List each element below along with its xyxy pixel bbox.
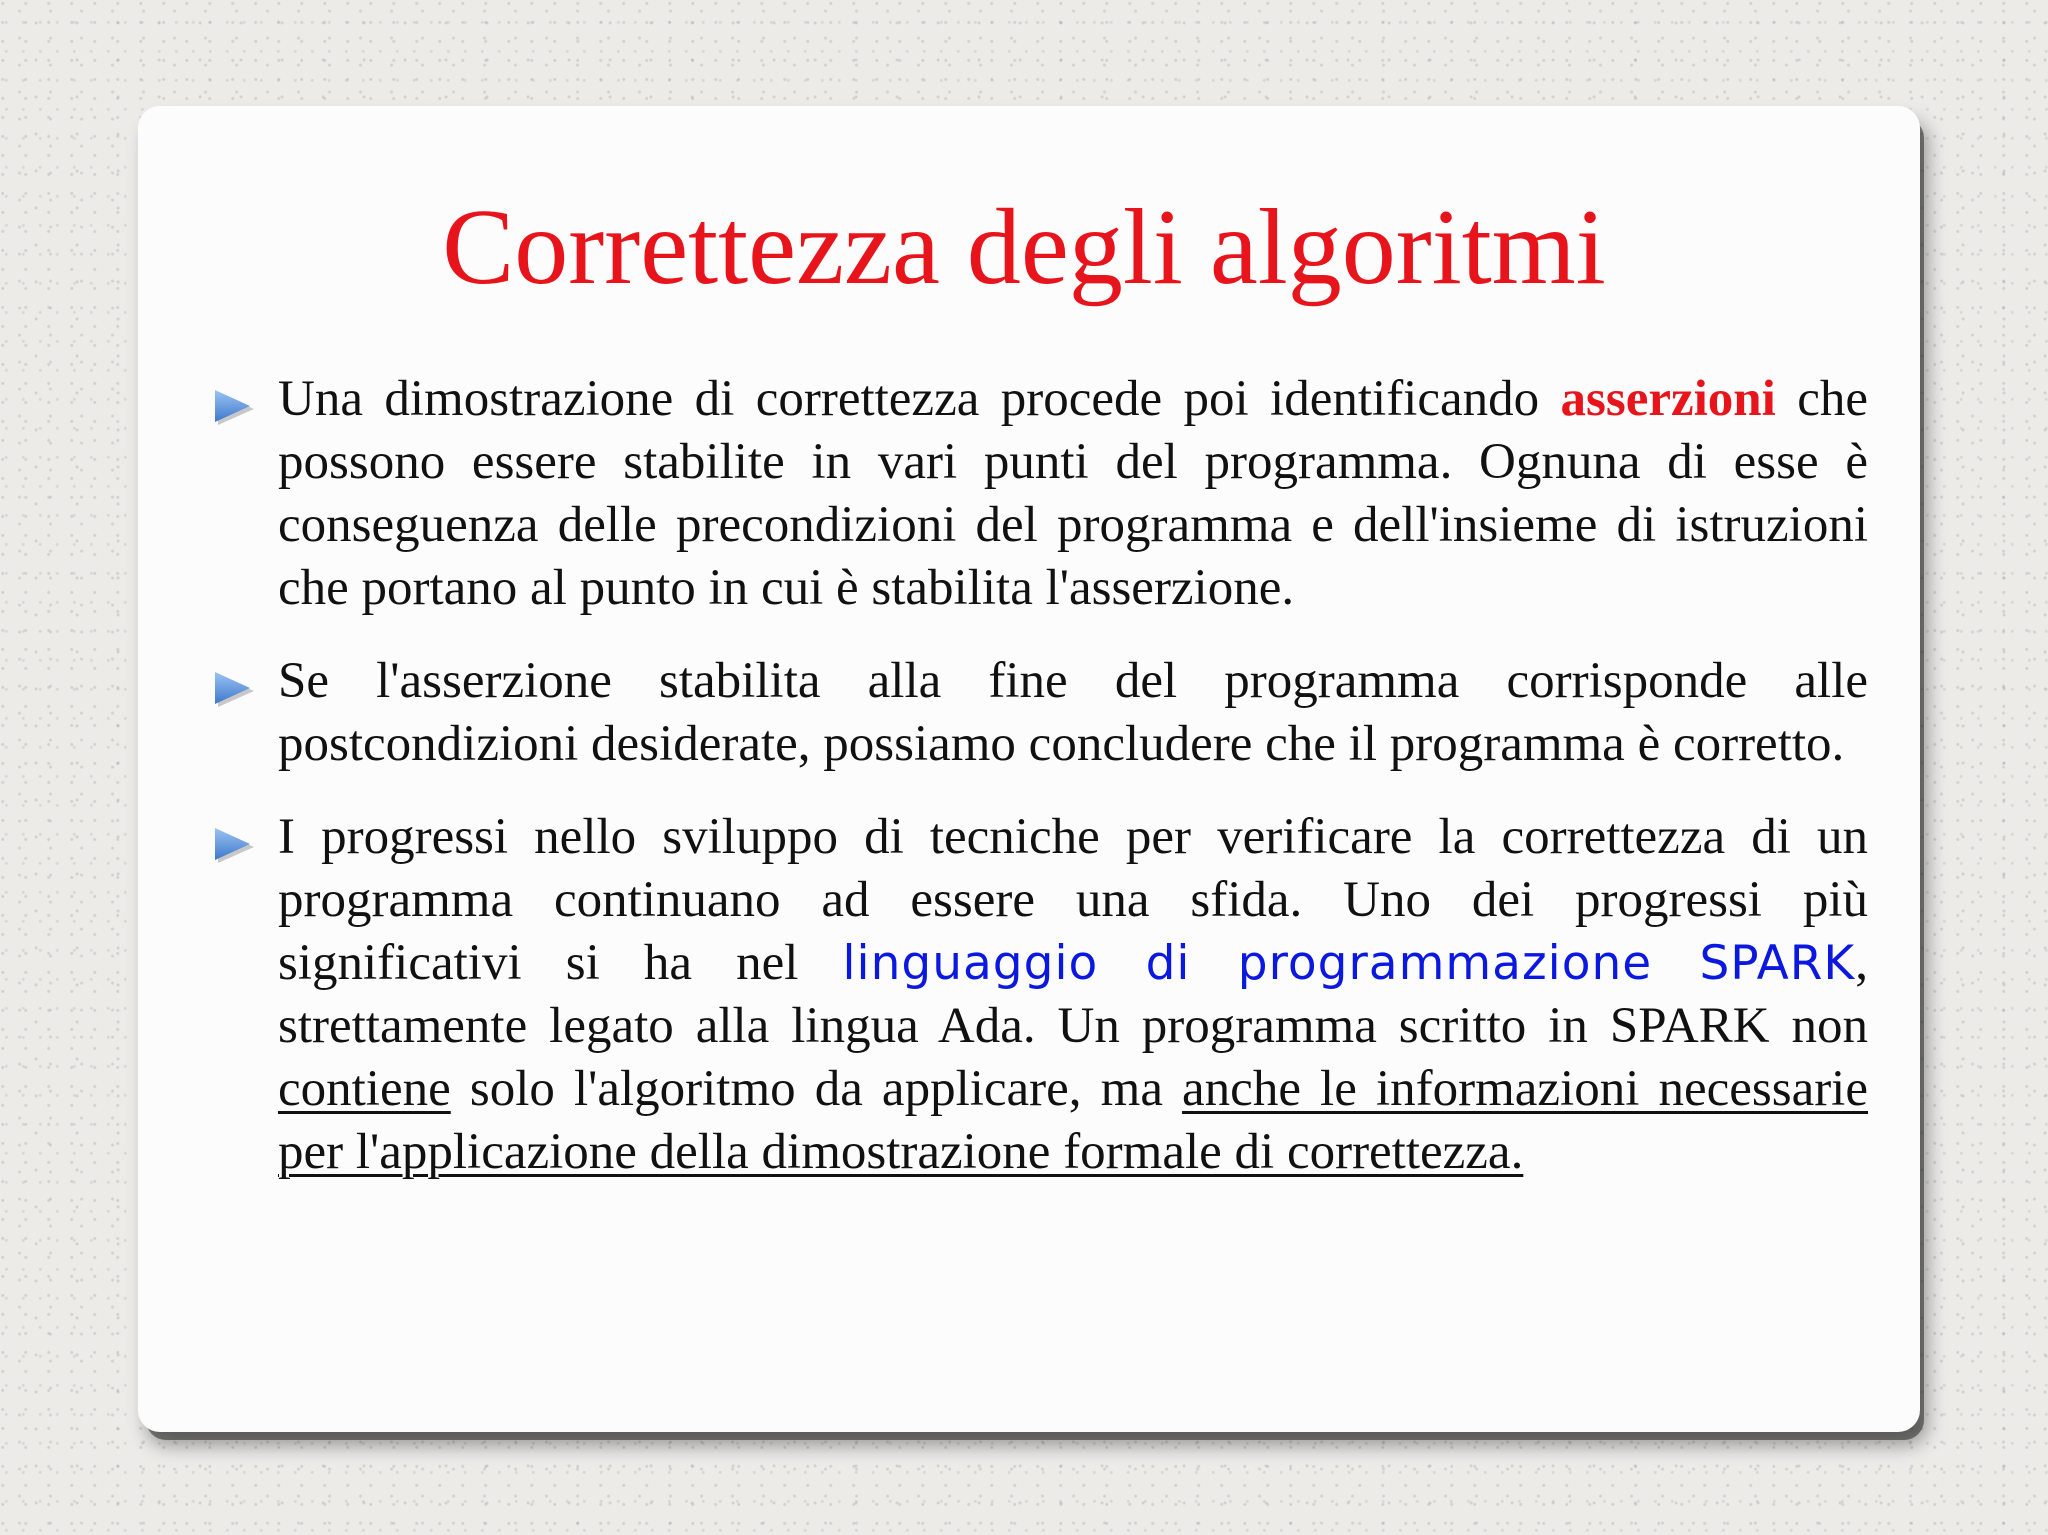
bullet-3-text-a: I progressi nello sviluppo di tecniche per verificare la correttezza di un programma continuano ad essere una sfida. Uno dei progressi più significativi si ha nel xyxy=(278,809,1868,991)
slide-title: Correttezza degli algoritmi xyxy=(442,188,1606,307)
bullet-3-text-b: , strettamente legato alla lingua Ada. Un programma scritto in SPARK non xyxy=(278,935,1869,1054)
bullet-list xyxy=(212,368,1868,1214)
underlined-informazioni: anche le informazioni necessarie per l'applicazione della dimostrazione formale di correttezza. xyxy=(278,1061,1868,1180)
play-triangle-icon xyxy=(212,826,254,864)
underlined-contiene: contiene xyxy=(278,1061,451,1117)
play-triangle-icon xyxy=(212,388,254,426)
bullet-text-2: Se l'asserzione stabilita alla fine del programma corrisponde alle postcondizioni desiderate, possiamo concludere che il programma è corretto. xyxy=(278,653,1868,772)
bullet-1-text-a: Una dimostrazione di correttezza procede poi identificando xyxy=(278,371,1561,427)
bullet-item-2 xyxy=(212,650,1868,776)
highlight-spark: linguaggio di programmazione SPARK xyxy=(842,936,1856,991)
bullet-item-3 xyxy=(212,806,1868,1184)
bullet-text-3 xyxy=(278,806,1868,1184)
bullet-text-1 xyxy=(278,368,1868,620)
highlight-asserzioni: asserzioni xyxy=(1560,371,1776,427)
bullet-3-text-c: solo l'algoritmo da applicare, ma xyxy=(450,1061,1183,1117)
play-triangle-icon xyxy=(212,670,254,708)
bullet-item-1 xyxy=(212,368,1868,620)
bullet-1-text-b: che possono essere stabilite in vari punti del programma. Ognuna di esse è conseguenza delle precondizioni del programma e dell'insieme di istruzioni che portano al punto in cui è stabilita l'asserzione. xyxy=(278,371,1868,616)
